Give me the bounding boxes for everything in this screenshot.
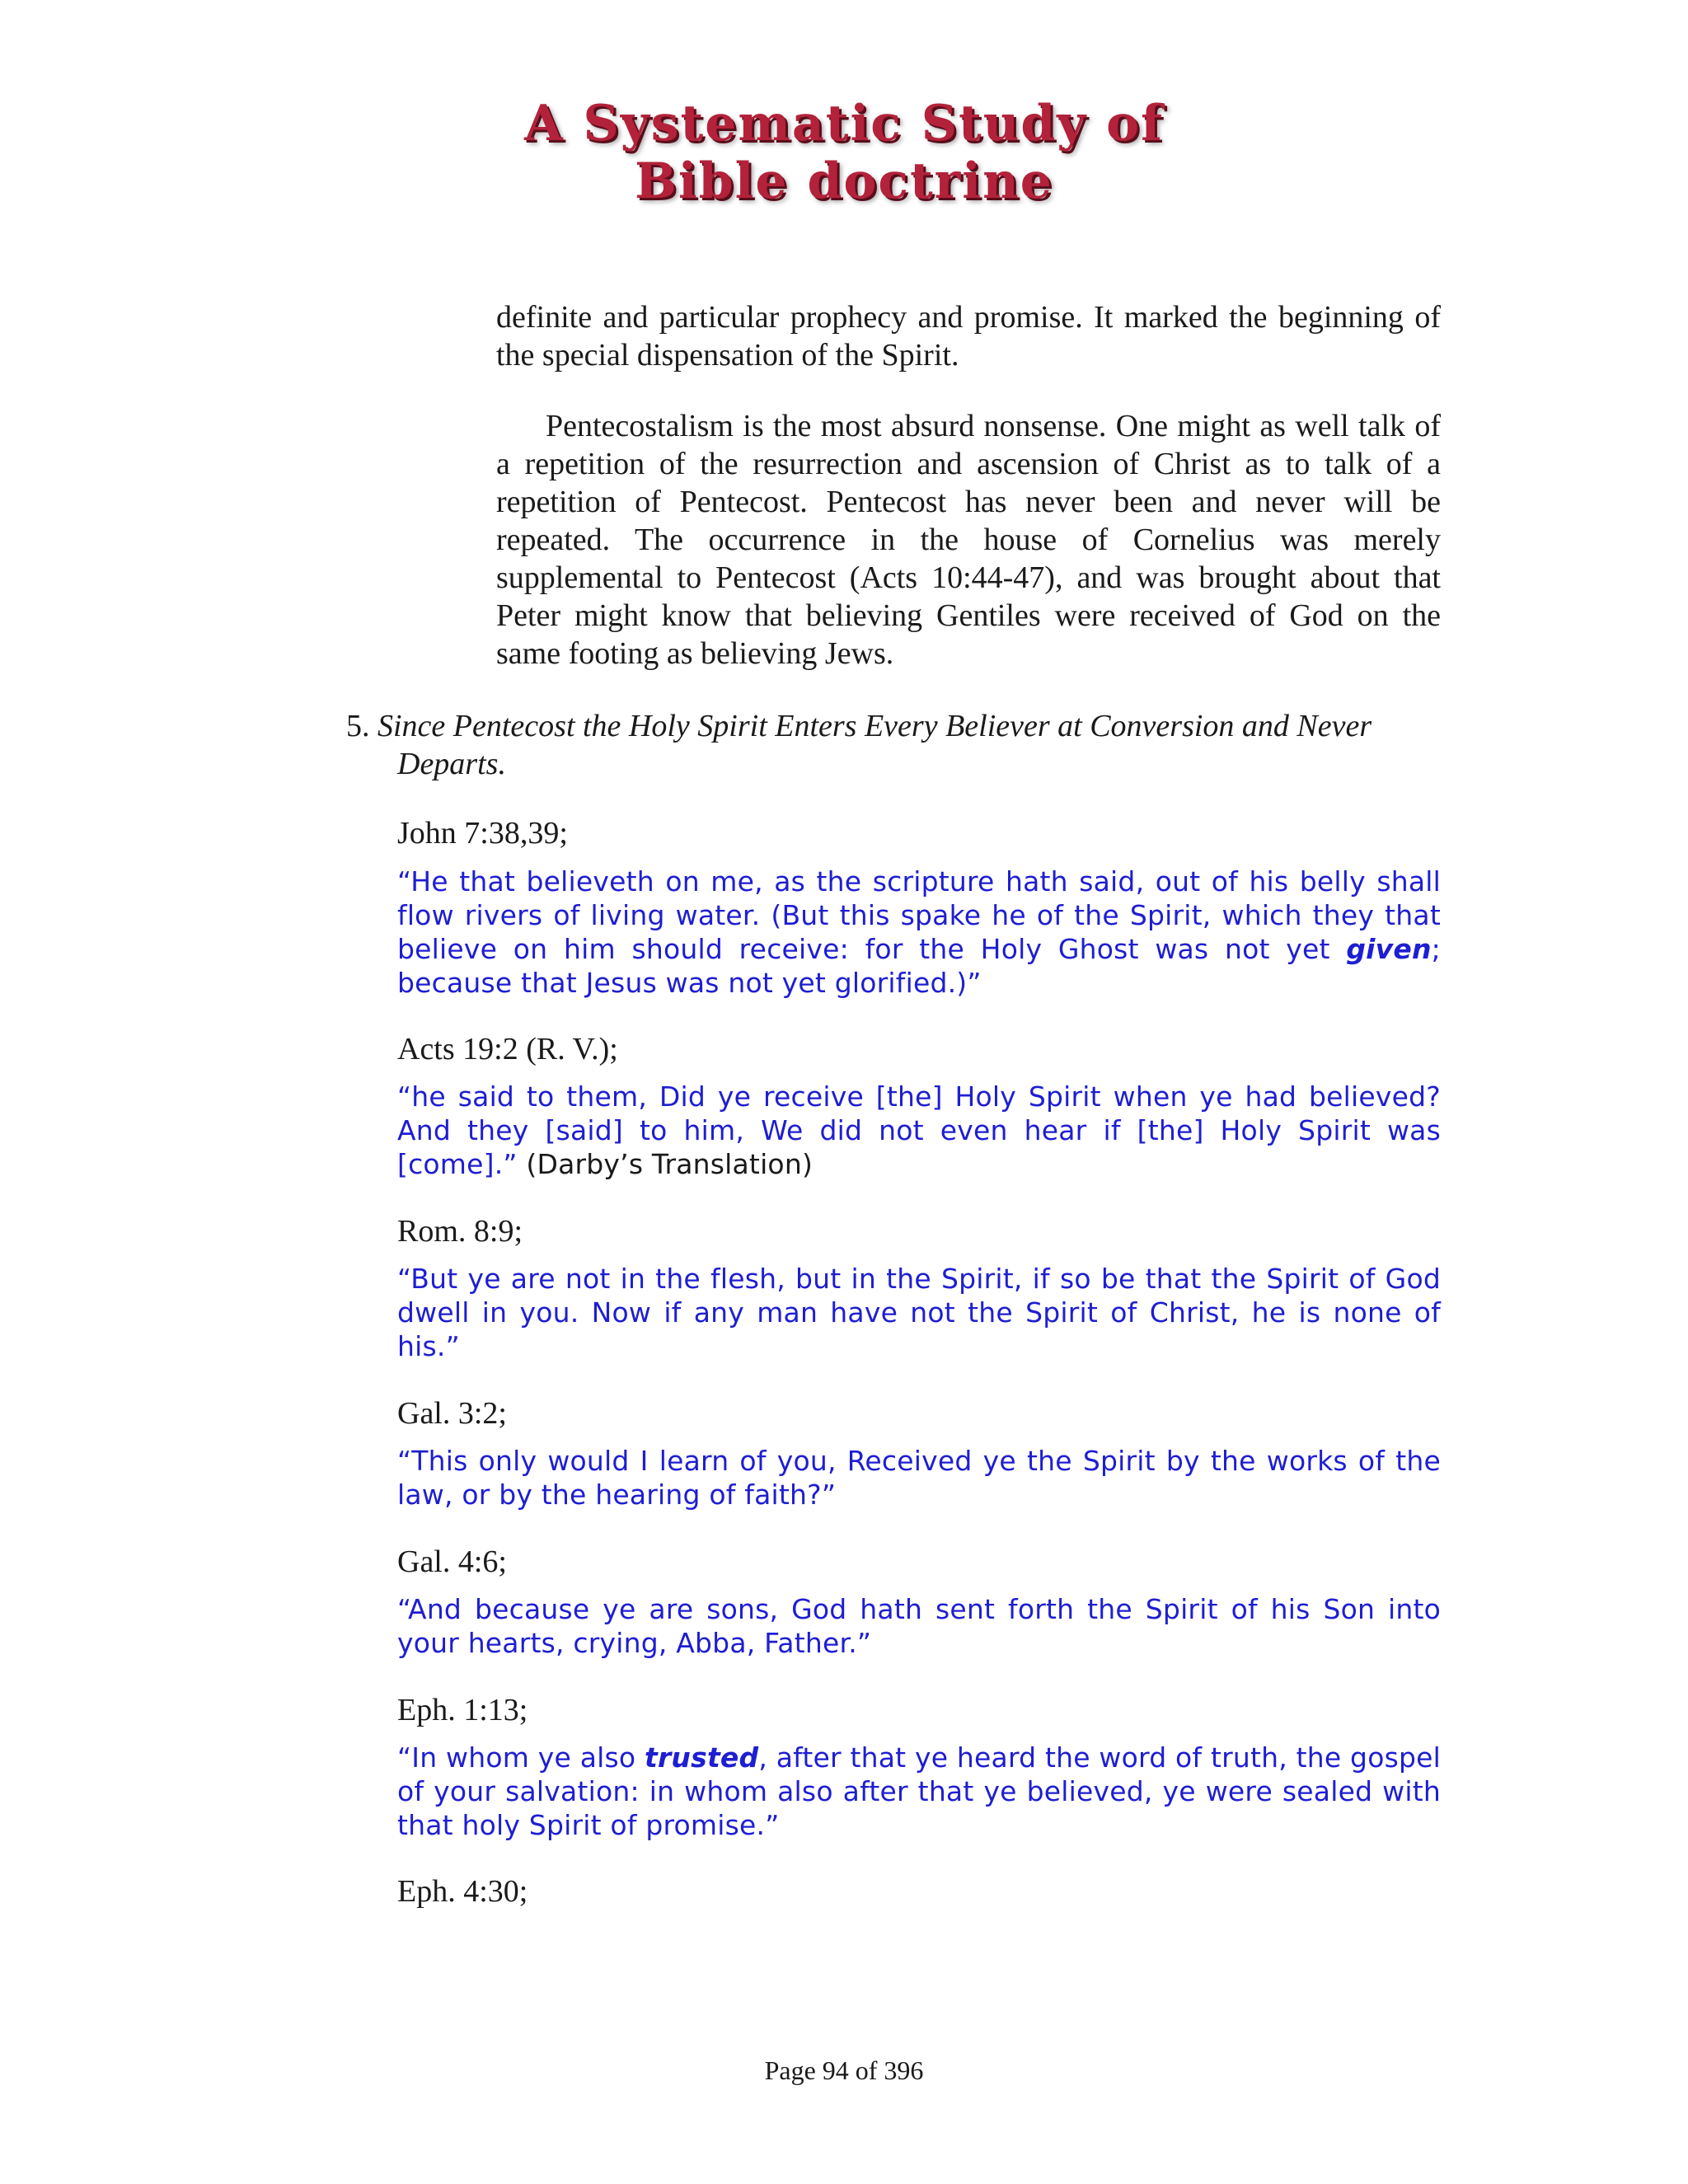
page-number: Page 94 of 396 xyxy=(764,2055,924,2085)
quote-text: “He that believeth on me, as the scripture hath said, out of his belly shall flow rivers of living water. (But this spake he of the Spirit, which they that believe on him should receive: for the Holy Ghost was not yet xyxy=(397,865,1441,965)
quote-emphasis: given xyxy=(1346,933,1432,965)
scripture-ref: John 7:38,39; xyxy=(397,816,568,851)
scripture-quote xyxy=(397,1080,1441,1181)
quote-text: “In whom ye also xyxy=(397,1741,645,1774)
scripture-quote: “And because ye are sons, God hath sent forth the Spirit of his Son into your hearts, crying, Abba, Father.” xyxy=(397,1593,1441,1659)
paragraph-continuation: definite and particular prophecy and promise. It marked the beginning of the special dispensation of the Spirit. xyxy=(496,300,1441,373)
scripture-ref: Gal. 3:2; xyxy=(397,1396,507,1431)
paragraph-pentecostalism: Pentecostalism is the most absurd nonsense. One might as well talk of a repetition of the resurrection and ascension of Christ as to talk of a repetition of Pentecost. Pentecost has never been and never will be repeated. The occurrence in the house of Cornelius was merely supplemental to Pentecost (Acts 10:44-47), and was brought about that Peter might know that believing Gentiles were received of God on the same footing as believing Jews. xyxy=(496,409,1441,671)
scripture-quote xyxy=(397,1741,1441,1842)
header-logo xyxy=(0,95,1688,210)
quote-text: , after that ye heard the word of truth, the gospel of your salvation: in whom also after that ye believed, ye were sealed with that holy Spirit of promise.” xyxy=(397,1741,1441,1841)
heading-line-2: Departs. xyxy=(397,747,506,781)
scripture-quote: “But ye are not in the flesh, but in the Spirit, if so be that the Spirit of God dwell in you. Now if any man have not the Spirit of Christ, he is none of his.” xyxy=(397,1263,1441,1362)
scripture-ref: Gal. 4:6; xyxy=(397,1544,507,1579)
logo-line-1: A Systematic Study of xyxy=(524,95,1164,152)
heading-number: 5. xyxy=(346,709,370,743)
section-heading xyxy=(346,707,1441,783)
translation-note: (Darby’s Translation) xyxy=(517,1148,814,1180)
scripture-quote xyxy=(397,865,1441,1000)
quote-text: ; because that Jesus was not yet glorified.)” xyxy=(397,933,1441,999)
quote-emphasis: trusted xyxy=(644,1741,759,1774)
scripture-ref: Eph. 4:30; xyxy=(397,1874,528,1909)
heading-line-1: Since Pentecost the Holy Spirit Enters Every Believer at Conversion and Never xyxy=(377,709,1372,743)
logo-line-2: Bible doctrine xyxy=(635,152,1053,210)
quote-text: “he said to them, Did ye receive [the] Holy Spirit when ye had believed? And they [said] to him, We did not even hear if [the] Holy Spirit was [come].” xyxy=(397,1080,1441,1180)
scripture-ref: Eph. 1:13; xyxy=(397,1693,528,1727)
scripture-quote: “This only would I learn of you, Received ye the Spirit by the works of the law, or by the hearing of faith?” xyxy=(397,1445,1441,1511)
scripture-ref: Rom. 8:9; xyxy=(397,1214,523,1249)
scripture-ref: Acts 19:2 (R. V.); xyxy=(397,1032,618,1066)
